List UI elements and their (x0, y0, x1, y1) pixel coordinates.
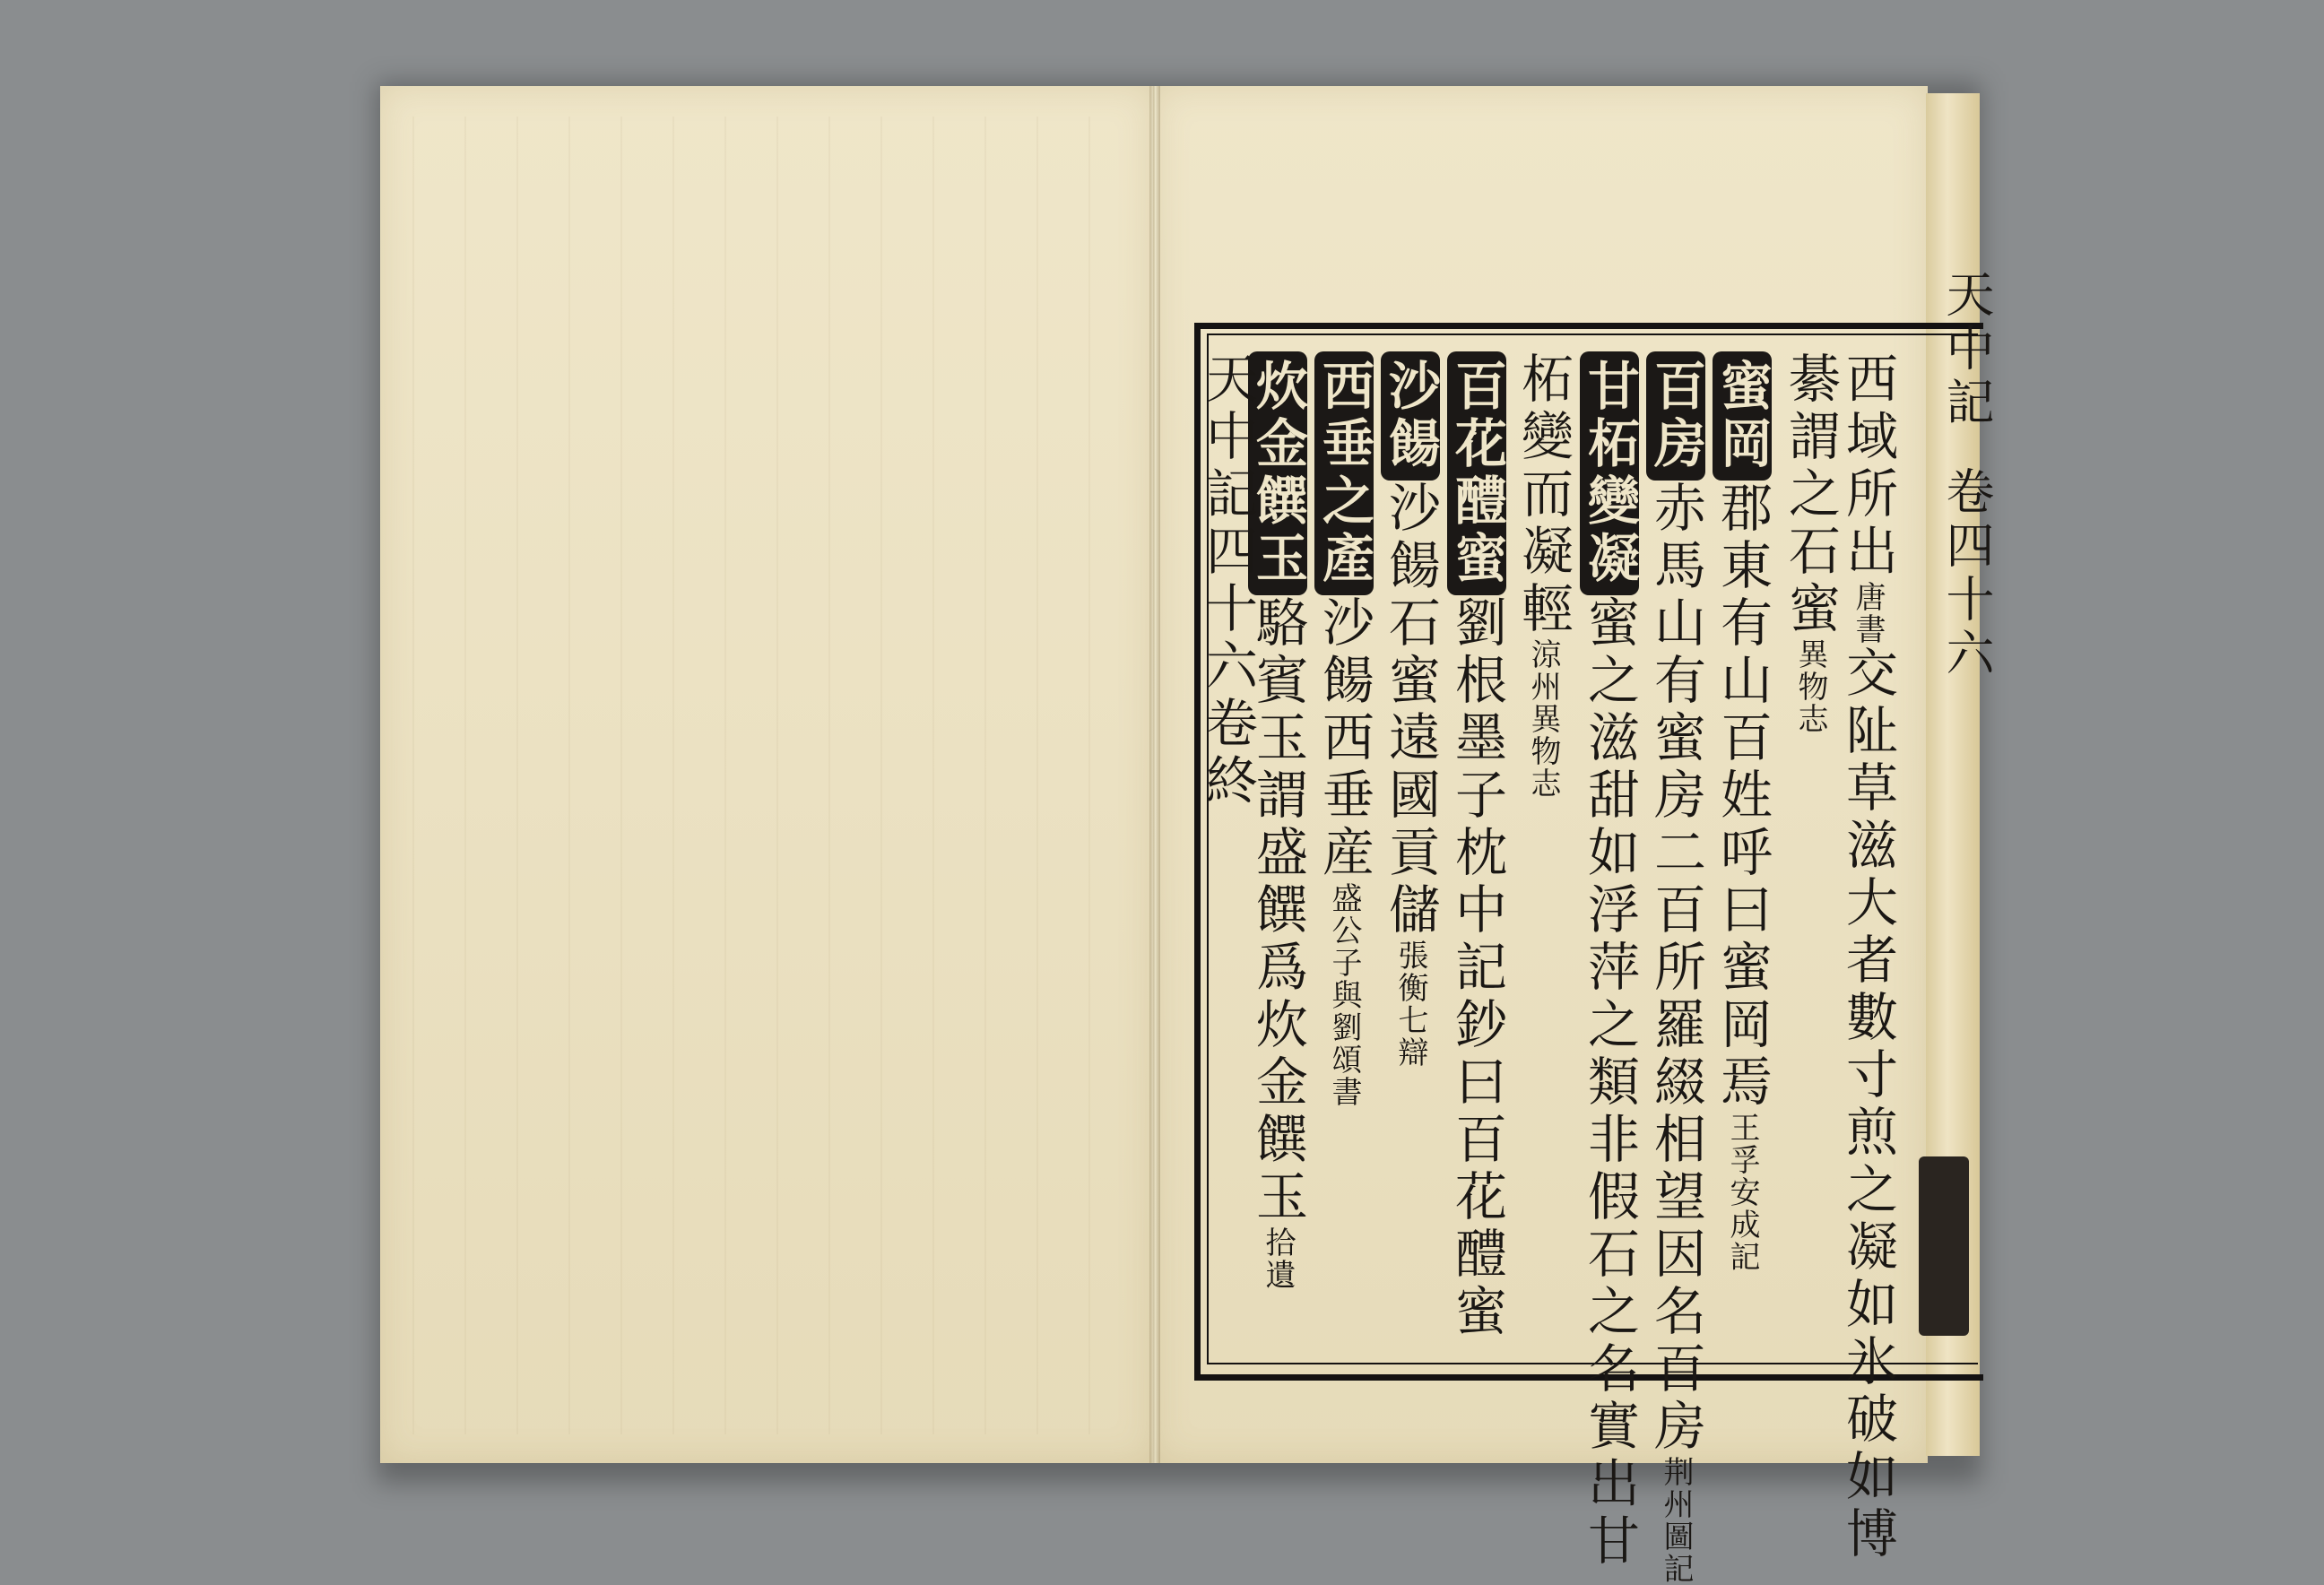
column-text: 赤馬山有蜜房二百所羅綴相望因名百房 (1645, 481, 1706, 1456)
column-text-continued: 交阯草滋大者數寸煎之凝如氷破如博 (1837, 645, 1898, 1563)
column-note: 唐書 (1850, 581, 1886, 645)
column-text: 郡東有山百姓呼曰蜜岡焉 (1712, 481, 1773, 1112)
entry-heading: 百房 (1646, 351, 1705, 481)
text-column-6 (1513, 351, 1573, 800)
text-column-3 (1713, 351, 1772, 1273)
column-note: 張衡七辯 (1392, 940, 1428, 1069)
column-note: 王孚安成記 (1724, 1112, 1760, 1273)
text-column-11 (1198, 351, 1257, 810)
text-column-2 (1781, 351, 1840, 735)
column-text: 柘變而凝輕 (1513, 351, 1574, 638)
entry-heading: 炊金饌玉 (1248, 351, 1307, 595)
column-note: 荆州圖記 (1658, 1456, 1694, 1585)
text-column-8 (1381, 351, 1440, 1069)
column-text: 沙餳西垂産 (1314, 595, 1374, 882)
column-text: 劉根墨子枕中記鈔曰百花醴蜜 (1446, 595, 1507, 1341)
entry-heading: 甘柘變凝 (1580, 351, 1639, 595)
column-text: 西域所出 (1837, 351, 1898, 581)
text-column-9 (1314, 351, 1374, 1108)
column-note: 涼州異物志 (1525, 638, 1561, 800)
column-text: 天中記四十六卷終 (1197, 351, 1258, 810)
column-note: 拾遺 (1260, 1226, 1296, 1291)
text-column-7 (1447, 351, 1506, 1341)
spine-fishtail-mark (1919, 1156, 1969, 1336)
text-column-5 (1580, 351, 1639, 1571)
column-note: 異物志 (1792, 638, 1828, 735)
entry-heading: 西垂之產 (1314, 351, 1374, 595)
column-text: 駱賓玉謂盛饌爲炊金饌玉 (1247, 595, 1308, 1226)
text-column-4 (1646, 351, 1705, 1585)
entry-heading: 百花醴蜜 (1447, 351, 1506, 595)
book-gutter (1149, 86, 1160, 1463)
entry-heading: 蜜岡 (1713, 351, 1772, 481)
text-column-1 (1838, 351, 1897, 1563)
column-text: 沙餳石蜜遠國貢儲 (1380, 481, 1441, 940)
column-text: 蜜之滋甜如浮萍之類非假石之名實出甘 (1579, 595, 1640, 1571)
column-text: 綦謂之石蜜 (1780, 351, 1841, 638)
left-page-bleedthrough-lines (412, 117, 1130, 1434)
column-note: 盛公子與劉頌書 (1326, 882, 1362, 1108)
margin-title: 天中記 (1938, 269, 1995, 430)
margin-volume: 卷四十六 (1938, 466, 1995, 681)
entry-heading: 沙餳 (1381, 351, 1440, 481)
